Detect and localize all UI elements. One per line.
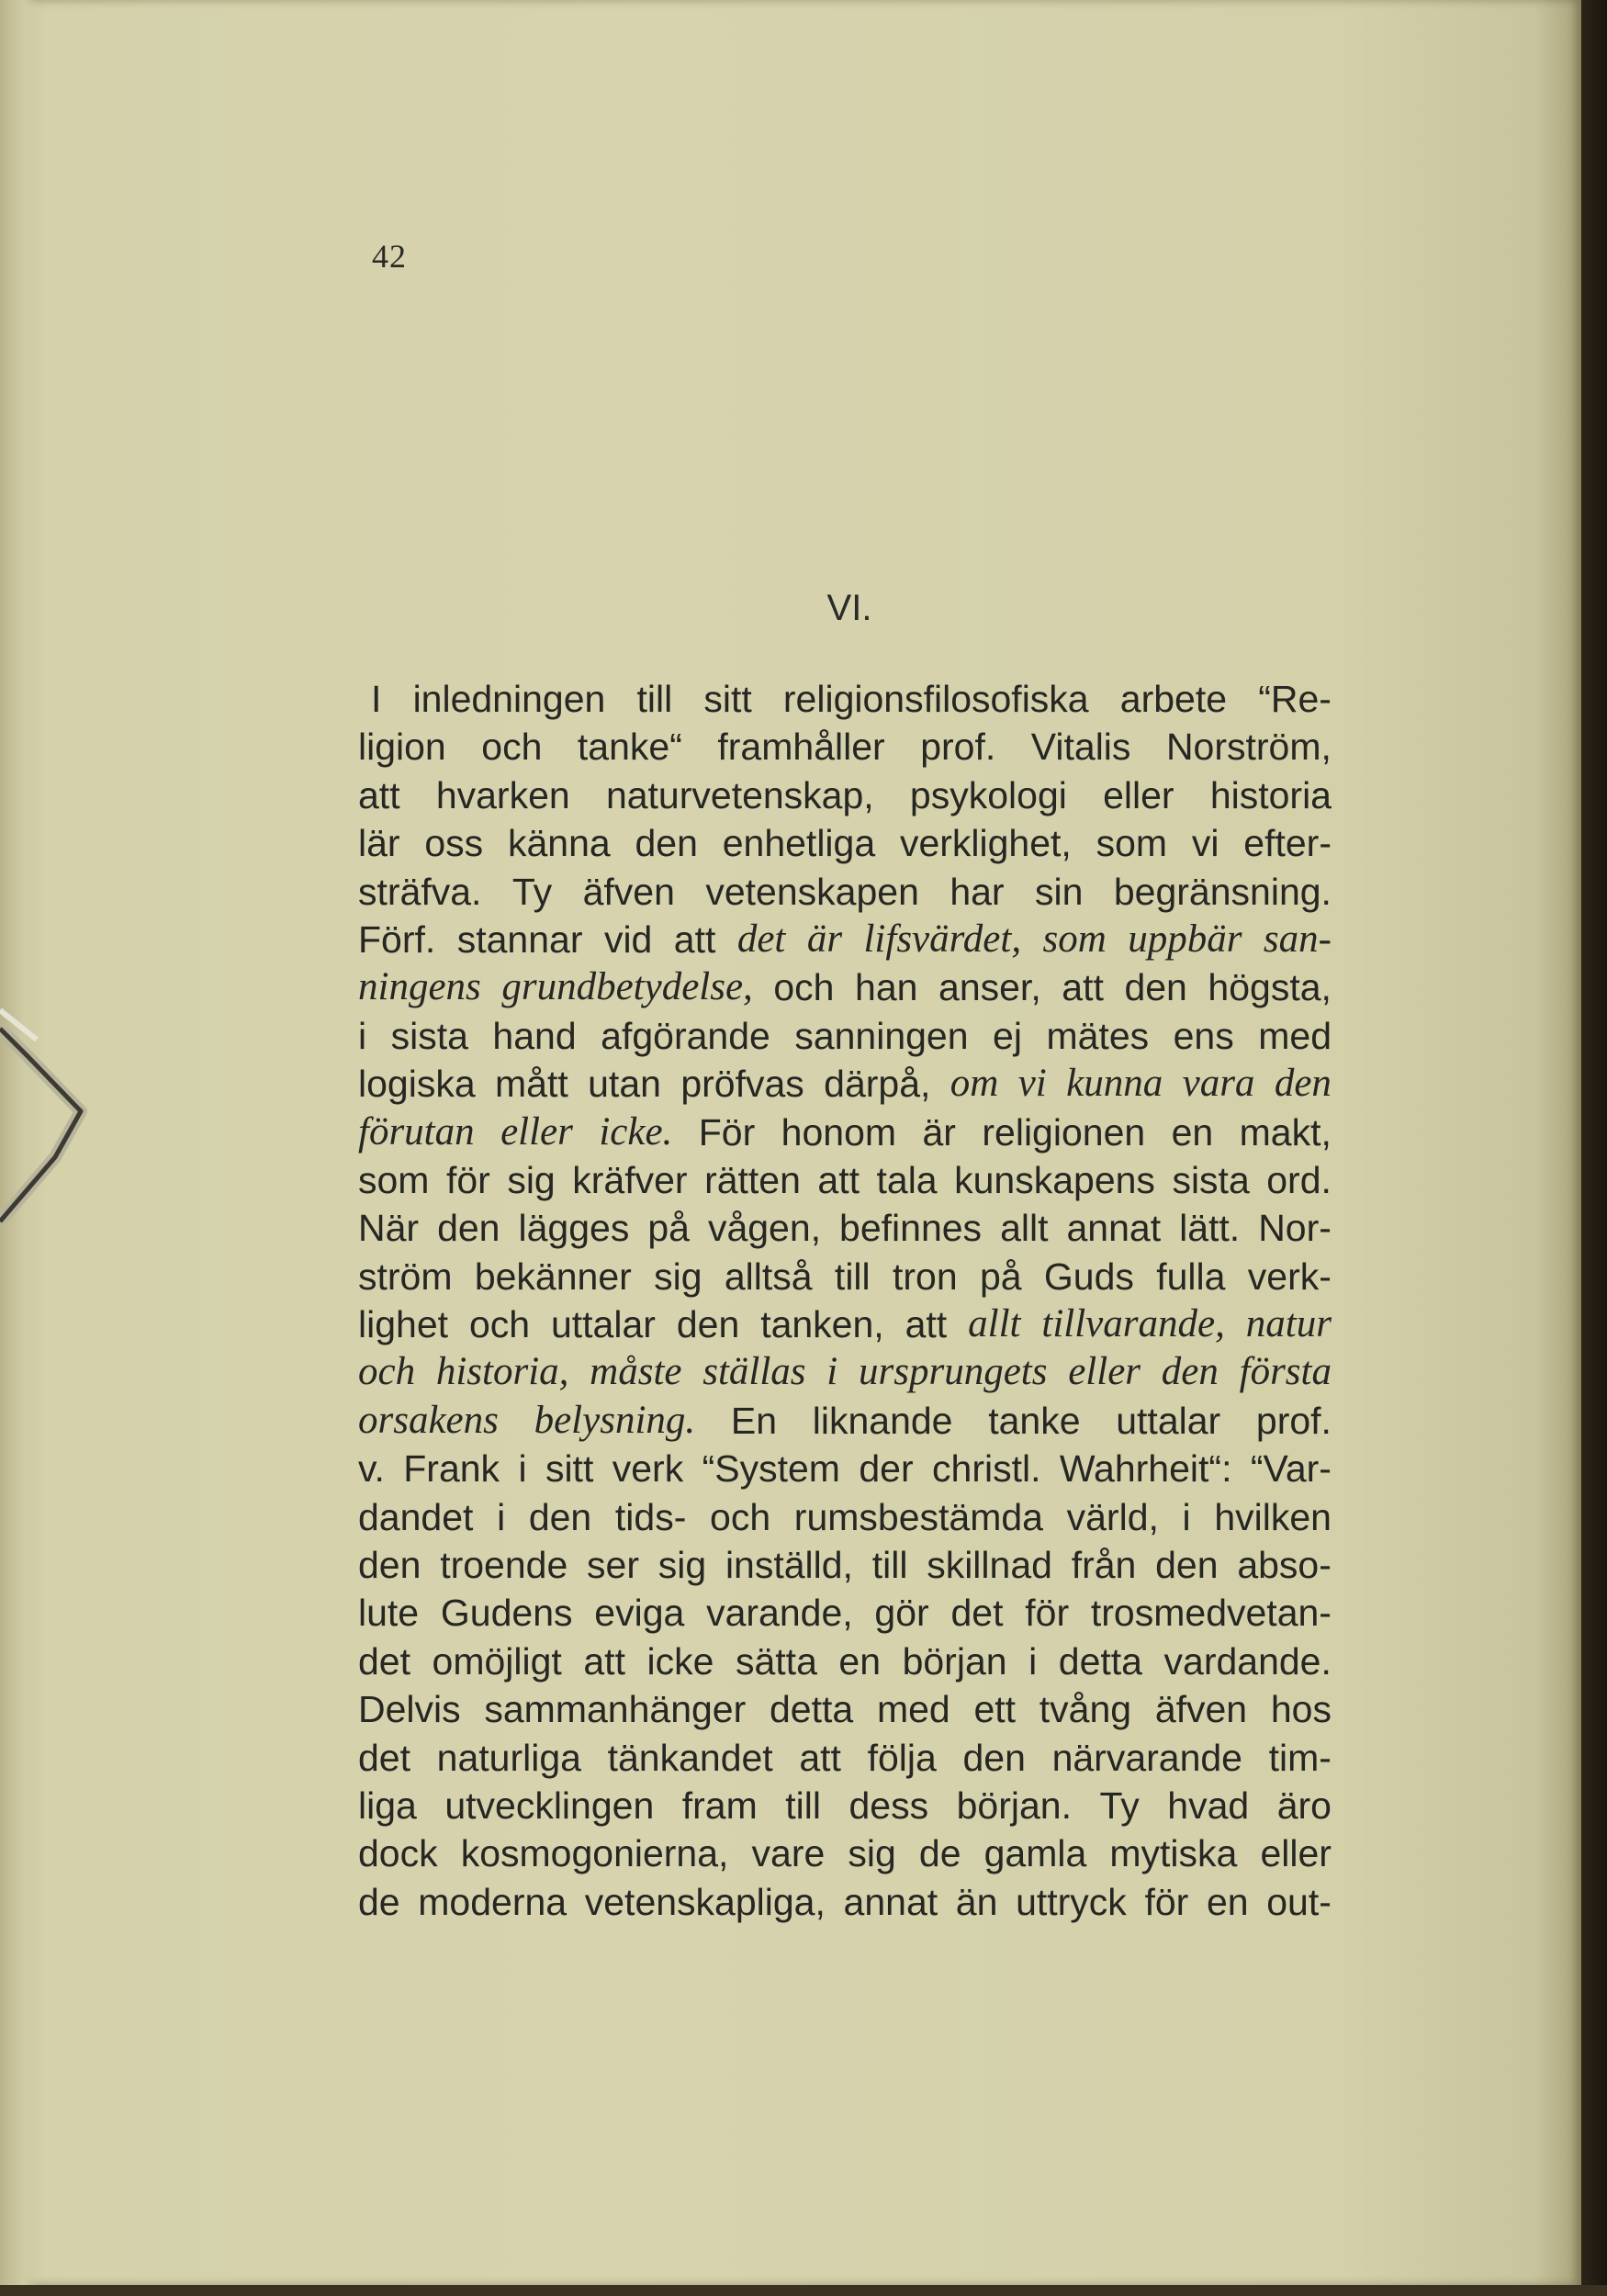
text-word: utvecklingen — [444, 1784, 655, 1827]
text-word: hvarken — [435, 773, 570, 816]
text-word: i — [358, 1014, 367, 1057]
text-word: dandet — [358, 1495, 474, 1538]
text-word: för — [445, 1158, 490, 1201]
text-word: dess — [848, 1784, 929, 1827]
text-word: den — [1161, 1350, 1219, 1394]
text-line — [358, 1734, 1332, 1782]
text-word: efter- — [1243, 822, 1332, 865]
text-word: kräfver — [572, 1158, 688, 1201]
text-word: vetenskapen — [705, 870, 919, 913]
text-word: eller — [500, 1109, 573, 1154]
text-word: Ty — [1099, 1784, 1140, 1827]
text-word: hos — [1270, 1688, 1332, 1731]
text-word: det — [358, 1639, 410, 1683]
text-word: sanningen — [794, 1014, 969, 1057]
text-word: Wahrheit“: — [1059, 1447, 1232, 1491]
text-word: sig — [848, 1832, 896, 1875]
text-word: det — [950, 1592, 1004, 1635]
text-line — [358, 868, 1332, 916]
text-word: icke. — [599, 1109, 673, 1154]
paper-clip-icon — [0, 974, 101, 1231]
text-word: Norström, — [1165, 726, 1332, 769]
text-word: högsta, — [1208, 966, 1332, 1009]
text-word: rätten — [704, 1158, 801, 1201]
text-word: lifsvärdet, — [863, 917, 1022, 961]
text-word: der — [859, 1447, 914, 1491]
text-word: sitt — [545, 1447, 594, 1491]
text-word: tänkandet — [607, 1736, 773, 1779]
text-word: För — [698, 1110, 756, 1154]
text-word: orsakens — [358, 1398, 499, 1442]
text-word: för — [1144, 1880, 1189, 1923]
text-word: lute — [358, 1592, 420, 1635]
text-word: tids- — [614, 1495, 687, 1538]
text-word: fulla — [1156, 1255, 1226, 1298]
text-word: och — [773, 966, 835, 1009]
text-word: känna — [507, 822, 611, 865]
text-word: den — [1155, 1544, 1219, 1587]
text-word: med — [1258, 1014, 1332, 1057]
text-word: sista — [390, 1014, 468, 1057]
text-word: ligion — [358, 726, 446, 769]
text-word: har — [950, 870, 1005, 913]
text-word: det — [736, 917, 786, 961]
text-word: mått — [495, 1063, 568, 1106]
text-word: i — [826, 1350, 838, 1394]
text-word: tim- — [1268, 1736, 1332, 1779]
text-word: tron — [892, 1255, 958, 1298]
text-word: kunskapens — [954, 1158, 1155, 1201]
text-word: att — [673, 917, 716, 961]
text-word: värld, — [1066, 1495, 1159, 1538]
text-word: logiska — [358, 1063, 476, 1106]
body-paragraph — [358, 675, 1332, 1926]
text-word: det — [358, 1736, 410, 1779]
text-word: belysning. — [534, 1398, 696, 1442]
text-word: När — [358, 1207, 420, 1250]
text-word: vetenskapliga, — [584, 1880, 826, 1923]
text-word: trosmedvetan- — [1090, 1592, 1332, 1635]
text-word: sista — [1172, 1158, 1250, 1201]
text-word: sitt — [703, 678, 752, 720]
text-word: den — [1274, 1062, 1332, 1106]
text-word: att — [583, 1639, 625, 1683]
text-word: de — [358, 1880, 400, 1923]
text-word: en — [1171, 1110, 1214, 1154]
text-word: kunna — [1066, 1062, 1163, 1106]
text-word: gör — [874, 1592, 929, 1635]
text-word: i — [518, 1447, 527, 1491]
text-word: som — [358, 1158, 430, 1201]
text-line — [358, 1060, 1332, 1108]
text-word: christl. — [932, 1447, 1041, 1491]
text-word: eller — [1103, 773, 1174, 816]
text-word: första — [1239, 1350, 1332, 1394]
text-word: befinnes — [839, 1207, 983, 1250]
text-word: troende — [440, 1544, 568, 1587]
text-word: allt — [1000, 1207, 1049, 1250]
text-word: han — [855, 966, 918, 1009]
text-line — [358, 1878, 1332, 1926]
text-word: framhåller — [717, 726, 885, 769]
text-word: lägges — [518, 1207, 630, 1250]
text-line — [358, 1589, 1332, 1637]
text-word: äro — [1276, 1784, 1332, 1827]
text-word: Vitalis — [1030, 726, 1131, 769]
text-word: verk — [612, 1447, 684, 1491]
text-word: hvilken — [1214, 1495, 1332, 1538]
text-word: i — [1182, 1495, 1191, 1538]
text-word: religionen — [982, 1110, 1146, 1154]
text-word: sätta — [735, 1639, 817, 1683]
text-word: naturliga — [436, 1736, 581, 1779]
text-word: den — [635, 822, 698, 865]
text-word: eviga — [594, 1592, 685, 1635]
text-line — [358, 1541, 1332, 1589]
text-word: en — [1206, 1880, 1249, 1923]
text-word: I — [371, 678, 382, 720]
text-word: äfven — [582, 870, 675, 913]
text-word: den — [528, 1495, 592, 1538]
text-word: äfven — [1154, 1688, 1248, 1731]
text-word: Ty — [511, 870, 553, 913]
text-line — [358, 1156, 1332, 1204]
text-word: religionsfilosofiska — [782, 678, 1089, 720]
text-word: kosmogonierna, — [460, 1832, 729, 1875]
text-word: verklighet, — [899, 822, 1072, 865]
text-word: Gudens — [440, 1592, 573, 1635]
text-word: och — [468, 1303, 531, 1346]
text-word: alltså — [724, 1255, 813, 1298]
text-word: att — [358, 773, 400, 816]
text-word: den — [676, 1303, 740, 1346]
text-word: därpå, — [824, 1063, 931, 1106]
text-word: den — [962, 1736, 1026, 1779]
text-line — [358, 1782, 1332, 1829]
text-word: för — [1025, 1592, 1070, 1635]
text-word: annat — [843, 1880, 938, 1923]
text-word: förutan — [358, 1109, 475, 1154]
text-word: abso- — [1237, 1544, 1332, 1587]
text-word: gamla — [983, 1832, 1087, 1875]
text-word: än — [955, 1880, 998, 1923]
text-word: fram — [681, 1784, 758, 1827]
text-word: är — [806, 917, 843, 961]
text-line — [358, 1109, 1332, 1156]
text-word: början — [902, 1639, 1007, 1683]
text-word: vardande. — [1163, 1639, 1332, 1683]
text-word: anser, — [938, 966, 1041, 1009]
text-word: vare — [751, 1832, 826, 1875]
text-word: ord. — [1266, 1158, 1332, 1201]
text-word: arbete — [1119, 678, 1228, 720]
text-word: följa — [867, 1736, 937, 1779]
text-word: detta — [770, 1688, 854, 1731]
text-line — [358, 1300, 1332, 1348]
text-word: hand — [492, 1014, 577, 1057]
text-word: till — [834, 1255, 871, 1298]
text-word: ens — [1173, 1014, 1234, 1057]
text-word: till — [636, 678, 673, 720]
text-word: vågen, — [707, 1207, 822, 1250]
text-word: uttalar — [550, 1303, 656, 1346]
text-word: vi — [1191, 822, 1219, 865]
text-word: moderna — [418, 1880, 568, 1923]
text-word: historia, — [435, 1350, 569, 1394]
text-word: sträfva. — [358, 870, 482, 913]
text-word: uttryck — [1016, 1880, 1127, 1923]
text-word: uttalar — [1116, 1399, 1221, 1442]
text-line — [358, 1204, 1332, 1252]
text-line — [358, 723, 1332, 771]
text-word: naturvetenskap, — [605, 773, 874, 816]
text-word: En — [730, 1399, 778, 1442]
text-word: är — [922, 1110, 956, 1154]
text-word: “Var- — [1250, 1447, 1332, 1491]
text-word: ej — [993, 1014, 1022, 1057]
text-word: sin — [1035, 870, 1084, 913]
text-word: Förf. — [358, 917, 436, 961]
text-word: makt, — [1239, 1110, 1332, 1154]
text-word: vara — [1182, 1062, 1255, 1106]
chapter-heading: VI. — [826, 588, 872, 628]
text-line — [358, 1685, 1332, 1733]
text-line — [358, 916, 1332, 963]
text-word: från — [1071, 1544, 1137, 1587]
text-word: början. — [956, 1784, 1072, 1827]
text-word: och — [710, 1495, 771, 1538]
text-word: med — [876, 1688, 950, 1731]
text-word: tanken, — [760, 1303, 884, 1346]
text-word: lätt. — [1179, 1207, 1241, 1250]
text-word: på — [647, 1207, 690, 1250]
text-word: rumsbestämda — [793, 1495, 1043, 1538]
text-word: att — [905, 1303, 948, 1346]
text-line — [358, 1253, 1332, 1300]
text-word: bekänner — [474, 1255, 632, 1298]
text-word: dock — [358, 1832, 438, 1875]
text-word: hvad — [1167, 1784, 1250, 1827]
text-word: historia — [1209, 773, 1332, 816]
text-word: omöjligt — [432, 1639, 562, 1683]
text-word: vi — [1017, 1062, 1047, 1106]
text-word: Delvis — [358, 1688, 461, 1731]
text-word: out- — [1266, 1880, 1332, 1923]
text-word: lär — [358, 822, 400, 865]
text-word: i — [1028, 1639, 1038, 1683]
text-word: Guds — [1043, 1255, 1134, 1298]
text-word: att — [1062, 966, 1104, 1009]
text-word: liknande — [812, 1399, 953, 1442]
page-right-shadow — [1581, 0, 1607, 2296]
text-line — [358, 963, 1332, 1011]
text-word: psykologi — [909, 773, 1067, 816]
text-line — [358, 819, 1332, 867]
text-word: Nor- — [1258, 1207, 1332, 1250]
text-line — [358, 1445, 1332, 1492]
text-word: närvarande — [1051, 1736, 1242, 1779]
text-word: stannar — [456, 917, 583, 961]
text-word: en — [838, 1639, 882, 1683]
text-word: liga — [358, 1784, 417, 1827]
text-word: detta — [1058, 1639, 1142, 1683]
text-line — [358, 1638, 1332, 1685]
text-word: icke — [646, 1639, 714, 1683]
text-line — [358, 771, 1332, 819]
text-word: ställas — [702, 1350, 806, 1394]
text-word: måste — [590, 1350, 682, 1394]
text-word: den — [437, 1207, 500, 1250]
text-word: inledningen — [412, 678, 606, 720]
text-word: tanke — [988, 1399, 1081, 1442]
text-word: till — [871, 1544, 908, 1587]
text-word: att — [799, 1736, 841, 1779]
text-word: tala — [876, 1158, 938, 1201]
text-word: ningens — [358, 965, 481, 1009]
text-word: mätes — [1046, 1014, 1150, 1057]
text-word: vid — [603, 917, 653, 961]
text-word: de — [918, 1832, 961, 1875]
text-word: och — [358, 1350, 416, 1394]
text-word: eller — [1068, 1350, 1141, 1394]
text-word: uppbär — [1128, 917, 1242, 961]
text-word: som — [1042, 917, 1107, 961]
text-word: prof. — [920, 726, 996, 769]
text-word: tillvarande, — [1041, 1302, 1225, 1346]
text-word: eller — [1260, 1832, 1332, 1875]
text-word: ser — [587, 1544, 639, 1587]
text-word: ett — [973, 1688, 1017, 1731]
text-word: lighet — [358, 1303, 449, 1346]
text-word: på — [979, 1255, 1022, 1298]
text-word: att — [817, 1158, 860, 1201]
page-bottom-edge — [0, 2285, 1607, 2296]
text-word: inställd, — [725, 1544, 853, 1587]
text-word: prof. — [1255, 1399, 1332, 1442]
text-word: natur — [1245, 1302, 1332, 1346]
text-word: mytiska — [1109, 1832, 1238, 1875]
text-word: tvång — [1039, 1688, 1132, 1731]
text-word: i — [497, 1495, 506, 1538]
text-word: sammanhänger — [484, 1688, 747, 1731]
text-word: annat — [1066, 1207, 1162, 1250]
text-word: till — [785, 1784, 821, 1827]
text-word: oss — [424, 822, 484, 865]
text-word: varande, — [706, 1592, 853, 1635]
text-word: verk- — [1247, 1255, 1332, 1298]
text-word: sig — [507, 1158, 556, 1201]
text-line — [358, 1348, 1332, 1396]
text-word: honom — [781, 1110, 897, 1154]
text-word: ström — [358, 1255, 453, 1298]
text-word: grundbetydelse, — [501, 965, 753, 1009]
text-line — [358, 1493, 1332, 1541]
text-word: sig — [657, 1544, 707, 1587]
text-word: den — [358, 1544, 421, 1587]
text-word: san- — [1263, 917, 1332, 961]
text-word: v. — [358, 1447, 385, 1491]
text-word: skillnad — [927, 1544, 1052, 1587]
text-word: ursprungets — [859, 1350, 1048, 1394]
text-word: begränsning. — [1113, 870, 1332, 913]
text-line — [358, 1829, 1332, 1877]
text-word: den — [1124, 966, 1187, 1009]
text-line — [358, 1012, 1332, 1060]
text-word: pröfvas — [680, 1063, 804, 1106]
text-word: tanke“ — [577, 726, 682, 769]
text-word: “Re- — [1258, 678, 1332, 720]
text-word: enhetliga — [722, 822, 876, 865]
page-number: 42 — [372, 238, 407, 275]
text-word: allt — [968, 1302, 1021, 1346]
text-word: Frank — [403, 1447, 500, 1491]
text-word: och — [481, 726, 543, 769]
text-word: “System — [702, 1447, 840, 1491]
text-word: afgörande — [601, 1014, 770, 1057]
text-line — [358, 1397, 1332, 1445]
text-line — [358, 675, 1332, 723]
text-word: sig — [654, 1255, 702, 1298]
text-word: utan — [588, 1063, 661, 1106]
text-word: som — [1096, 822, 1168, 865]
text-word: om — [950, 1062, 999, 1106]
